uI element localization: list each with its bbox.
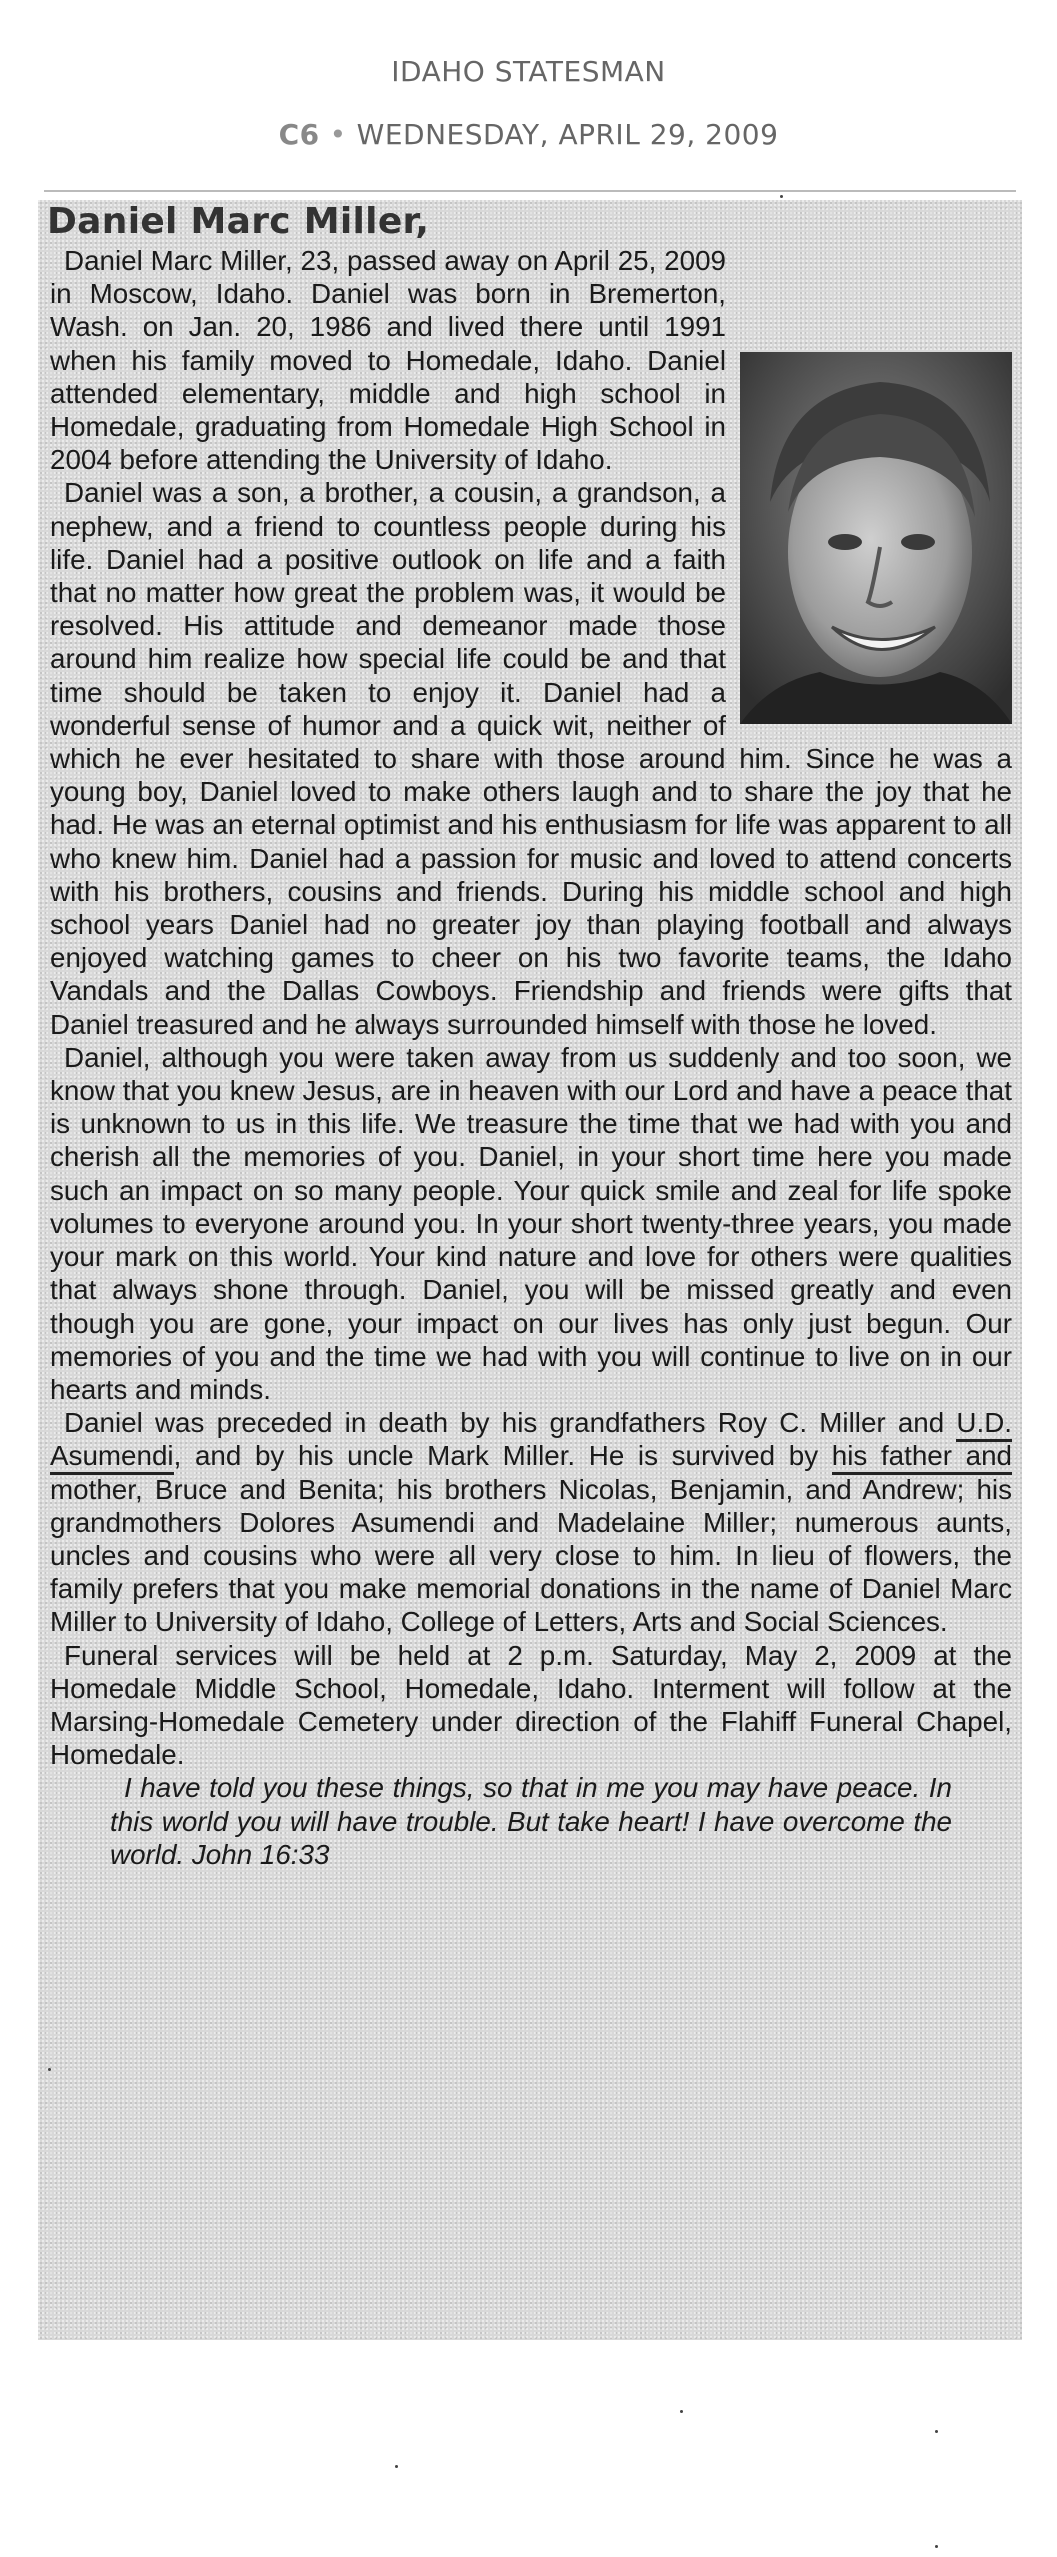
portrait-photo: [740, 352, 1012, 724]
underlined-name: U.D. Asumendi: [50, 1407, 1012, 1475]
portrait-photo-icon: [740, 352, 1012, 724]
underlined-phrase: his father and: [832, 1440, 1012, 1475]
dateline-separator: •: [329, 118, 347, 151]
obituary-article: [47, 200, 1012, 1871]
newspaper-name: IDAHO STATESMAN: [391, 55, 666, 88]
survivors-text: Daniel was preceded in death by his grandfathers Roy C. Miller and: [64, 1407, 957, 1439]
publication-date: WEDNESDAY, APRIL 29, 2009: [356, 118, 779, 151]
services-paragraph: Funeral services will be held at 2 p.m. Saturday, May 2, 2009 at the Homedale Middle School, Homedale, Idaho. Interment will follow at the Marsing-Homedale Cemetery under direction of the Flahiff Funeral Chapel, Homedale.: [50, 1639, 1012, 1771]
survivors-text: mother, Bruce and Benita; his brothers Nicolas, Benjamin, and Andrew; his grandmothers Dolores Asumendi and Madelaine Miller; numerous aunts, uncles and cousins who were all very close to him. In lieu of flowers, the family prefers that you make memorial donations in the name of Daniel Marc Miller to University of Idaho, College of Letters, Arts and Social Sciences.: [50, 1473, 1012, 1638]
page-dateline: [0, 118, 1057, 151]
obituary-paragraph: Daniel Marc Miller, 23, passed away on April 25, 2009 in Moscow, Idaho. Daniel was born in Bremerton, Wash. on Jan. 20, 1986 and lived there until 1991 when his family moved to Homedale, Idaho. Daniel attended elementary, middle and high school in Homedale, graduating from Homedale High School in 2004 before attending the University of Idaho.: [50, 245, 726, 476]
survivors-paragraph: [50, 1406, 1012, 1638]
survivors-text: , and by his uncle Mark Miller. He is survived by: [173, 1440, 832, 1472]
scripture-verse: I have told you these things, so that in me you may have peace. In this world you will have trouble. But take heart! I have overcome the world. John 16:33: [110, 1772, 952, 1870]
page-number: C6: [278, 118, 320, 151]
obituary-name-heading: Daniel Marc Miller,: [47, 201, 430, 242]
obituary-paragraph: Daniel was a son, a brother, a cousin, a grandson, a nephew, and a friend to countless people during his life. Daniel had a positive outlook on life and a faith that no matter how great the problem was, it would be resolved. His attitude and demeanor made those around him realize how special life could be and that time should be taken to enjoy it. Daniel had a wonderful sense of humor and a quick wit, neither of which he ever hesitated to share with those around him. Since he was a young boy, Daniel loved to make others laugh and to share the joy that he had. He was an eternal optimist and his enthusiasm for life was apparent to all who knew him. Daniel had a passion for music and loved to attend concerts with his brothers, cousins and friends. During his middle school and high school years Daniel had no greater joy than playing football and always enjoyed watching games to cheer on his two favorite teams, the Idaho Vandals and the Dallas Cowboys. Friendship and friends were gifts that Daniel treasured and he always surrounded himself with those he loved.: [50, 477, 1012, 1040]
obituary-paragraph: Daniel, although you were taken away from us suddenly and too soon, we know that you knew Jesus, are in heaven with our Lord and have a peace that is unknown to us in this life. We treasure the time that we had with you and cherish all the memories of you. Daniel, in your short time here you made such an impact on so many people. Your quick smile and zeal for life spoke volumes to everyone around you. In your short twenty-three years, you made your mark on this world. Your kind nature and love for others were qualities that always shone through. Daniel, you will be missed greatly and even though you are gone, your impact on our lives has only just begun. Our memories of you and the time we had with you will continue to live on in our hearts and minds.: [50, 1041, 1012, 1405]
header-rule: [44, 190, 1016, 192]
